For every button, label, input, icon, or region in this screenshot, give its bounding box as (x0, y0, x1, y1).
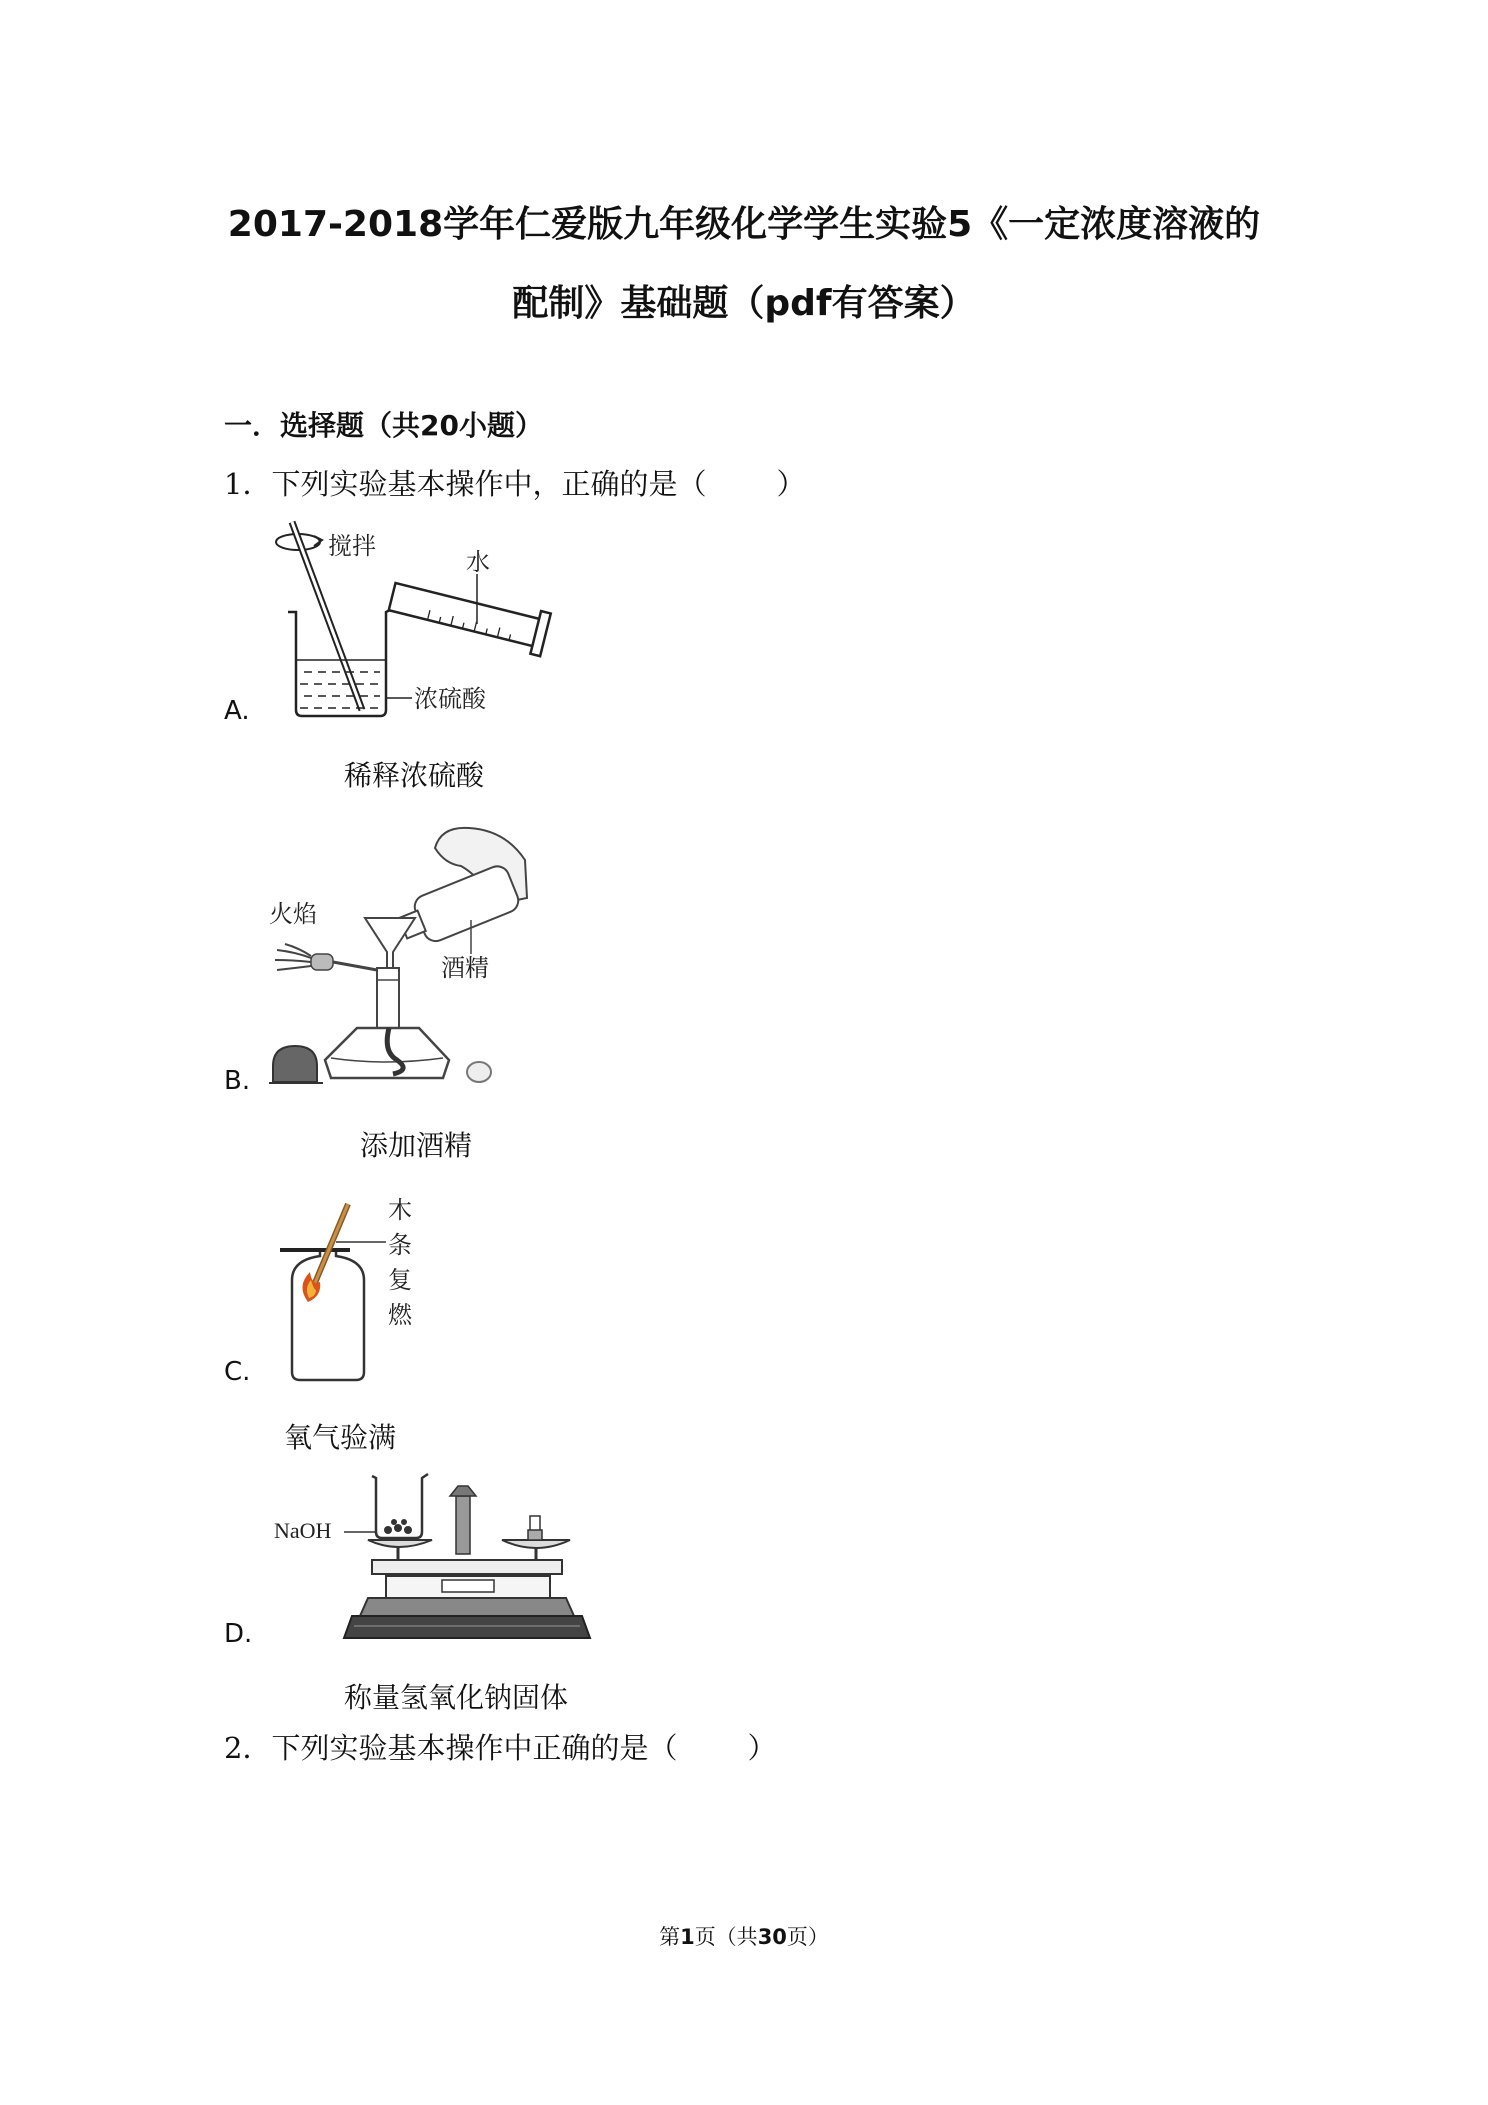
figure-add-alcohol (265, 820, 535, 1090)
label-water: 水 (466, 548, 490, 576)
label-splint-3: 复 (388, 1266, 412, 1294)
question-2 (224, 1726, 776, 1767)
option-d-caption: 称量氢氧化钠固体 (344, 1681, 569, 1714)
label-flame: 火焰 (269, 900, 317, 928)
figure-dilute-sulfuric-acid (270, 520, 570, 730)
question-close-paren: ） (776, 467, 806, 501)
document-title-line-2: 配制》基础题（pdf有答案） (512, 283, 976, 324)
question-number: 2． (224, 1731, 272, 1765)
label-naoh: NaOH (274, 1518, 332, 1543)
option-a-caption: 稀释浓硫酸 (344, 759, 485, 792)
figure-weigh-naoh (272, 1468, 592, 1648)
question-number: 1． (224, 467, 272, 501)
label-conc-acid: 浓硫酸 (414, 685, 486, 713)
page-footer: 第1页（共30页） (659, 1925, 829, 1949)
label-splint-1: 木 (388, 1196, 412, 1224)
label-splint-2: 条 (388, 1231, 412, 1259)
option-c-caption: 氧气验满 (284, 1421, 397, 1454)
option-c-letter: C. (224, 1357, 251, 1387)
label-stir: 搅拌 (328, 532, 376, 560)
option-b-letter: B. (224, 1066, 251, 1096)
section-heading: 一．选择题（共20小题） (224, 409, 543, 442)
question-close-paren: ） (747, 1731, 777, 1765)
option-d-letter: D. (224, 1619, 253, 1649)
question-stem: 下列实验基本操作中正确的是（ (271, 1731, 678, 1765)
question-stem: 下列实验基本操作中，正确的是（ (271, 467, 707, 501)
option-b-caption: 添加酒精 (360, 1129, 473, 1162)
label-alcohol: 酒精 (441, 954, 489, 982)
document-title-line-1: 2017-2018学年仁爱版九年级化学学生实验5《一定浓度溶液的 (227, 204, 1261, 245)
option-a-letter: A. (224, 696, 250, 726)
page-total: 30 (757, 1925, 787, 1949)
label-splint-4: 燃 (388, 1301, 412, 1329)
question-1 (224, 462, 805, 503)
figure-oxygen-test (270, 1190, 440, 1390)
page-number: 1 (680, 1925, 695, 1949)
